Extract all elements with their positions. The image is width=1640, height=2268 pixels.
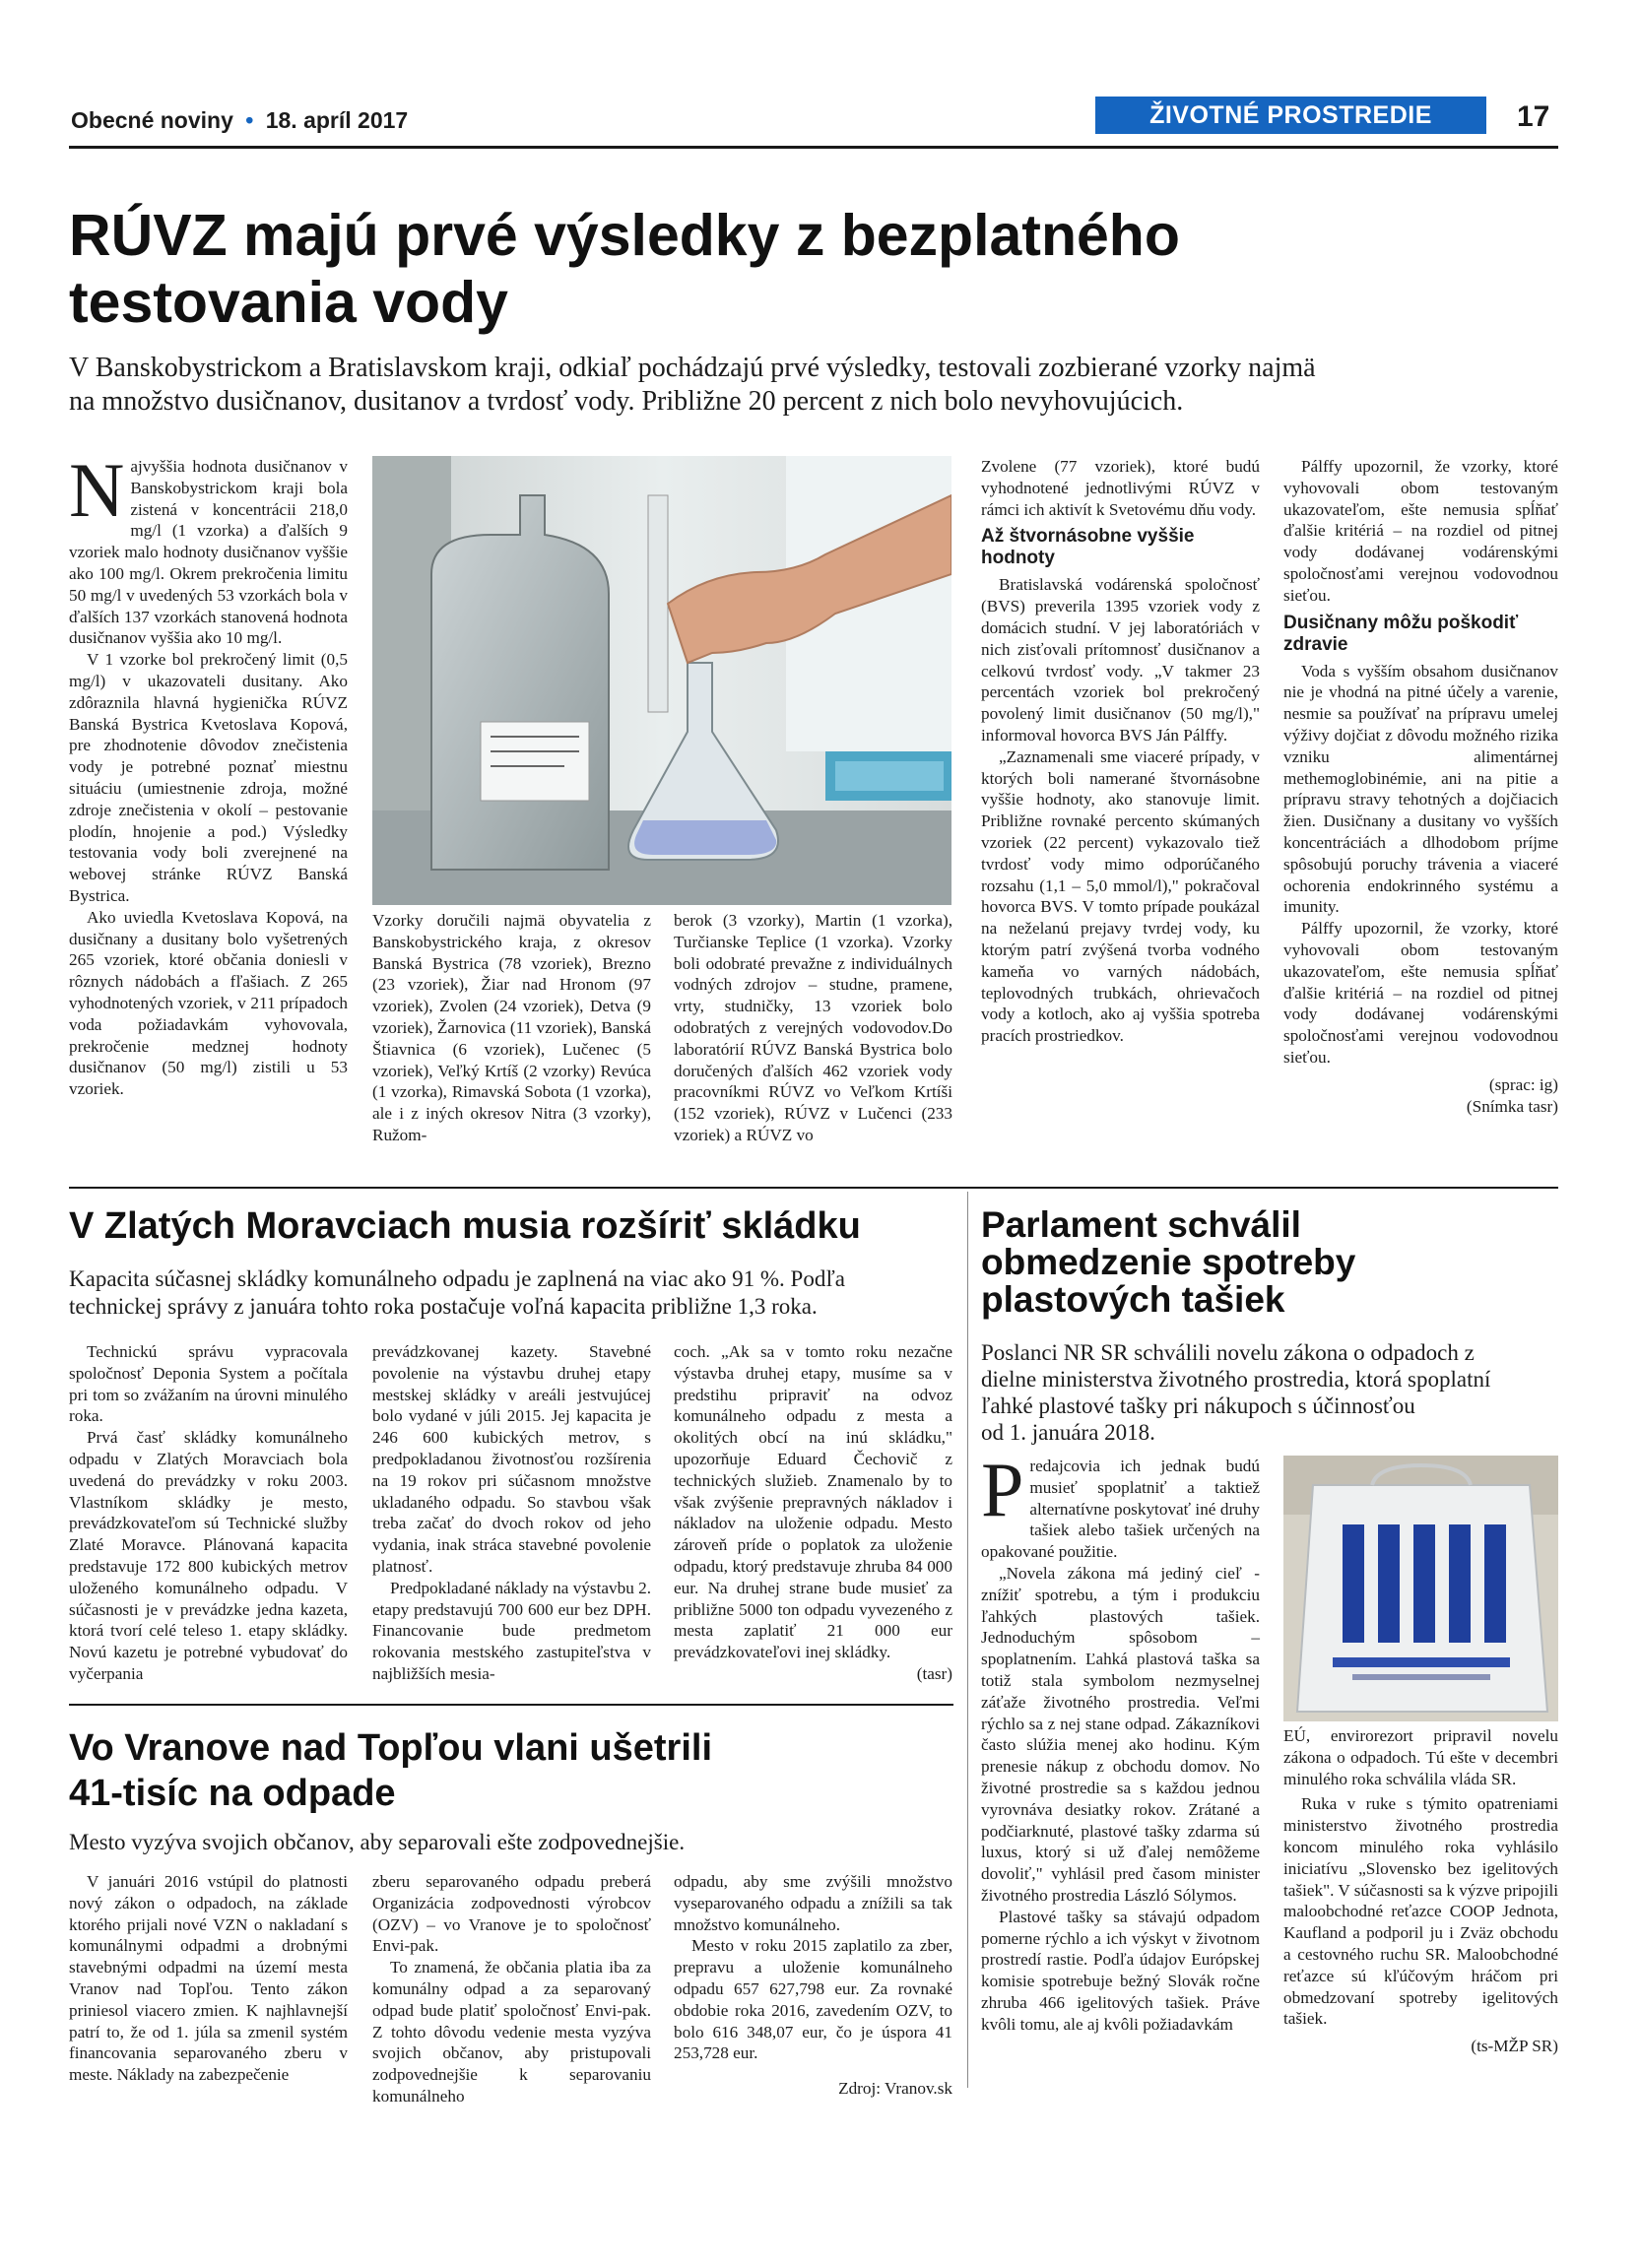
article3-lead: Mesto vyzýva svojich občanov, aby separovali ešte zodpovednejšie. bbox=[69, 1830, 686, 1854]
article4-col1-paragraph-2: „Novela zákona má jediný cieľ - znížiť spotrebu, a tým i produkciu ľahkých plastových tašiek. Jednoduchým spôsobom – spoplatnením. Ľahká plastová taška sa totiž stala symbolom nezmyselnej záťaže životného prostredia. Veľmi rýchlo sa z nej stane odpad. Zákazníkovi často slúžia menej ako hodinu. Kým prenesie nákup z obchodu domov. No životné prostredie sa s každou jednou vyrovnáva desiatky rokov. Zrátané a podčiarknuté, plastové tašky zdarma sú luxus, ktorý si už ďalej nemôžeme dovoliť," vyhlásil pred časom minister životného prostredia László Sólymos. bbox=[981, 1563, 1260, 1905]
article4-col2-paragraph-1: Ruka v ruke s týmito opatreniami ministerstvo životného prostredia koncom minulého roka vyhlásilo iniciatívu „Slovensko bez igelitových tašiek". V súčasnosti sa k výzve pripojili maloobchodné reťazce COOP Jednota, Kaufland a podporil ju i Zväz obchodu a cestovného ruchu SR. Maloobchodné reťazce sú kľúčovým hráčom pri obmedzovaní spotreby igelitových tašiek. bbox=[1283, 1794, 1558, 2029]
publication-name bbox=[71, 106, 408, 134]
article3-column-1 bbox=[69, 1871, 348, 2086]
main-lead-line2: na množstvo dusičnanov, dusitanov a tvrdosť vody. Približne 20 percent z nich bolo nevyhovujúcich. bbox=[69, 386, 1184, 417]
plastic-bag-photo bbox=[1283, 1456, 1558, 1721]
main-col5-paragraph-2: Voda s vyšším obsahom dusičnanov nie je vhodná na pitné účely a varenie, nesmie sa používať na prípravu umelej výživy dojčiat z dôvodu možného rizika vzniku alimentárnej methemoglobinémie, ani na pitie a prípravu stravy tehotných a dojčiacich žien. Dusičnany a dusitany vo vyšších koncentráciách a dlhodobom príjme spôsobujú poruchy trávenia a viaceré ochorenia endokrinného systému a imunity. bbox=[1283, 661, 1558, 917]
article2-column-3 bbox=[674, 1341, 952, 1685]
photo-caption: EÚ, envirorezort pripravil novelu zákona o odpadoch. Tú ešte v decembri minulého roka schválila vláda SR. bbox=[1283, 1726, 1558, 1788]
main-col4-paragraph-2: Bratislavská vodárenská spoločnosť (BVS) preverila 1395 vzoriek vody z domácich studní. V jej laboratóriách v nich zisťovali prítomnosť dusičnanov a celkovú tvrdosť vody. „V takmer 23 percentách vzoriek bol prekročený povolený limit dusičnanov (50 mg/l)," informoval hovorca BVS Ján Pálffy. bbox=[981, 575, 1260, 745]
article4-col1-paragraph-3: Plastové tašky sa stávajú odpadom pomerne rýchlo a ich výskyt v životnom prostredí rastie. Podľa údajov Európskej komisie spotrebuje bežný Slovák ročne zhruba 466 igelitových tašiek. Práve kvôli tomu, ale aj kvôli požiadavkám bbox=[981, 1907, 1260, 2034]
article4-lead-line4: od 1. januára 2018. bbox=[981, 1420, 1155, 1445]
article4-lead-line3: ľahké plastové tašky pri nákupoch s účinnosťou bbox=[981, 1393, 1415, 1418]
main-col1-paragraph-2: V 1 vzorke bol prekročený limit (0,5 mg/l) v ukazovateli dusitany. Ako zdôraznila hlavná hygienička RÚVZ Banská Bystrica Kvetoslava Kopová, pre zhodnotenie dôvodov znečistenia vody je potrebné poznať miestnu situáciu (umiestnenie zdroja, možné zdroje znečistenia v okolí – pestovanie plodín, hnojenie a pod.) Výsledky testovania vody boli zverejnené na webovej stránke RÚVZ Banská Bystrica. bbox=[69, 650, 348, 905]
section-label: ŽIVOTNÉ PROSTREDIE bbox=[1095, 97, 1486, 134]
main-col1-paragraph-3: Ako uviedla Kvetoslava Kopová, na dusičnany a dusitany bolo vyšetrených 265 vzoriek, ktoré občania doniesli v rôznych nádobách a fľašiach. Z 265 vyhodnotených vzoriek, v 211 prípadoch voda požiadavkám vyhovovala, prekročenie medznej hodnoty dusičnanov (50 mg/l) zistili u 53 vzoriek. bbox=[69, 907, 348, 1099]
article2-col2-paragraph-1: prevádzkovanej kazety. Stavebné povolenie na výstavbu druhej etapy mestskej skládky v areáli jestvujúcej bolo vydané v júli 2015. Jej kapacita je 246 600 kubických metrov, s predpokladanou životnosťou rozšírenia na 19 rokov pri súčasnom množstve ukladaného odpadu. So stavbou však treba začať do dvoch rokov od jeho vydania, inak stráca stavebné povolenie platnosť. bbox=[372, 1342, 651, 1576]
article2-col1-paragraph-1: Technickú správu vypracovala spoločnosť Deponia System a počítala pri tom so zvážaním na úrovni minulého roka. bbox=[69, 1342, 348, 1426]
dropcap: P bbox=[981, 1447, 1024, 1532]
main-col2-paragraph-1: Vzorky doručili najmä obyvatelia z Banskobystrického kraja, z okresov Banská Bystrica (78 vzoriek), Brezno (23 vzoriek), Žiar nad Hronom (97 vzoriek), Zvolen (24 vzoriek), Detva (9 vzoriek), Žarnovica (11 vzoriek), Banská Štiavnica (6 vzoriek), Lučenec (5 vzoriek), Veľký Krtíš (2 vzorky) Revúca (1 vzorka), Rimavská Sobota (1 vzorka), ale i z iných okresov Nitra (3 vzorky), Ružom- bbox=[372, 911, 651, 1144]
main-col5-paragraph-1: Pálffy upozornil, že vzorky, ktoré vyhovovali obom testovaným ukazovateľom, ešte nemusia spĺňať ďalšie kritériá – na rozdiel od pitnej vody dodávanej vodárenskými spoločnosťami verejnou vodovodnou sieťou. bbox=[1283, 457, 1558, 605]
article4-lead bbox=[981, 1339, 1558, 1446]
paragraph-text: redajcovia ich jednak budú musieť spoplatniť a taktiež alternatívne poskytovať iné druhy tašiek alebo tašiek určených na opakované použitie. bbox=[981, 1457, 1260, 1562]
article3-headline bbox=[69, 1725, 712, 1816]
article2-column-2 bbox=[372, 1341, 651, 1685]
article2-col3-paragraph-1: coch. „Ak sa v tomto roku nezačne výstavba druhej etapy, musíme sa v predstihu pripraviť na odvoz komunálneho odpadu z mesta a okolitých obcí na inú skládku," upozorňuje Eduard Čechovič z technických služieb. Znamenalo by to však zvýšenie prepravných nákladov i nákladov na uloženie odpadu. Mesto zároveň príde o poplatok za uloženie odpadu, ktorý predstavuje zhruba 84 000 eur. Na druhej strane bude musieť za približne 5000 ton odpadu vyvezeného z mesta zaplatiť 21 000 eur prevádzkovateľovi inej skládky. bbox=[674, 1342, 952, 1662]
article4-headline-line2: obmedzenie spotreby bbox=[981, 1242, 1356, 1282]
article4-lead-line1: Poslanci NR SR schválili novelu zákona o odpadoch z bbox=[981, 1340, 1475, 1365]
main-headline-line2: testovania vody bbox=[69, 270, 508, 335]
main-article-bottom-rule bbox=[69, 1187, 1558, 1189]
article3-col2-paragraph-1: zberu separovaného odpadu preberá Organizácia zodpovednosti výrobcov (OZV) – vo Vranove je to spoločnosť Envi-pak. bbox=[372, 1872, 651, 1956]
main-column-5 bbox=[1283, 456, 1558, 1117]
main-column-4 bbox=[981, 456, 1260, 1047]
main-column-1 bbox=[69, 447, 348, 1100]
main-col1-paragraph-1 bbox=[69, 447, 348, 649]
main-col4-paragraph-3: „Zaznamenali sme viaceré prípady, v ktorých boli namerané štvornásobne vyššie hodnoty, ako stanovuje limit. Približne rovnaké percento skúmaných vzoriek (22 percent) vykazovalo tiež tvrdosť vody mimo odporúčaného rozsahu (1,1 – 5,0 mmol/l)," pokračoval hovorca BVS. V tomto prípade poukázal na neželanú prejavy tvrdej vody, ku ktorým patrí zvýšená tvorba vodného kameňa vo varných nádobách, teplovodných trubkách, ohrievačoch vody a kotloch, ako aj vyššia spotreba pracích prostriedkov. bbox=[981, 746, 1260, 1046]
lab-flask-image bbox=[372, 456, 951, 905]
article4-headline bbox=[981, 1206, 1355, 1319]
article4-credit: (ts-MŽP SR) bbox=[1471, 2037, 1558, 2056]
article3-column-3 bbox=[674, 1871, 952, 2100]
article4-lead-line2: dielne ministerstva životného prostredia, ktorá spoplatní bbox=[981, 1367, 1491, 1392]
article2-lead-line2: technickej správy z januára tohto roka postačuje voľná kapacita približne 1,3 roka. bbox=[69, 1294, 818, 1319]
main-column-3 bbox=[674, 910, 952, 1146]
lab-photo bbox=[372, 456, 951, 905]
main-lead-line1: V Banskobystrickom a Bratislavskom kraji, odkiaľ pochádzajú prvé výsledky, testovali zozbierané vzorky najmä bbox=[69, 353, 1316, 383]
main-col4-paragraph-1: Zvolene (77 vzoriek), ktoré budú vyhodnotené jednotlivými RÚVZ v rámci ich aktivít k Svetovému dňu vody. bbox=[981, 457, 1260, 519]
main-lead bbox=[69, 352, 1558, 419]
article3-col2-paragraph-2: To znamená, že občania platia iba za komunálny odpad a za separovaný odpad bude platiť spoločnosť Envi-pak. Z tohto dôvodu vedenie mesta vyzýva svojich občanov, aby pristupovali zodpovednejšie k separovaniu komunálneho bbox=[372, 1958, 651, 2106]
article2-credit: (tasr) bbox=[916, 1663, 952, 1683]
column-divider bbox=[967, 1192, 968, 2088]
dropcap: N bbox=[69, 447, 125, 533]
article2-col2-paragraph-2: Predpokladané náklady na výstavbu 2. etapy predstavujú 700 600 eur bez DPH. Financovanie bude predmetom rokovania mestského zastupiteľstva v najbližších mesia- bbox=[372, 1578, 651, 1683]
article3-credit: Zdroj: Vranov.sk bbox=[838, 2079, 952, 2099]
article4-col1-paragraph-1 bbox=[981, 1447, 1260, 1563]
plastic-bag-image bbox=[1283, 1456, 1558, 1721]
article2-lead bbox=[69, 1265, 955, 1321]
main-headline-line1: RÚVZ majú prvé výsledky z bezplatného bbox=[69, 203, 1180, 268]
main-column-2 bbox=[372, 910, 651, 1146]
publication-title: Obecné noviny bbox=[71, 107, 233, 133]
article2-lead-line1: Kapacita súčasnej skládky komunálneho odpadu je zaplnená na viac ako 91 %. Podľa bbox=[69, 1266, 845, 1291]
article3-col3-paragraph-1: odpadu, aby sme zvýšili množstvo vyseparovaného odpadu a znížili sa tak množstvo komunálneho. bbox=[674, 1872, 952, 1934]
paragraph-text: ajvyššia hodnota dusičnanov v Banskobystrickom kraji bola zistená v koncentrácii 218,0 mg/l (1 vzorka) a ďalších 9 vzoriek malo hodnoty dusičnanov vyššie ako 100 mg/l. Okrem prekročenia limitu 50 mg/l v uvedených 53 vzorkách bola v ďalších 137 vzorkách stanovená hodnota dusičnanov vyššia ako 10 mg/l. bbox=[69, 457, 348, 648]
photo-credit: (Snímka tasr) bbox=[1466, 1096, 1558, 1116]
issue-date: 18. apríl 2017 bbox=[265, 107, 409, 133]
article3-col3-paragraph-2: Mesto v roku 2015 zaplatilo za zber, prepravu a uloženie komunálneho odpadu 657 627,798 eur. Za rovnaké obdobie roka 2016, zavedením OZV, to bolo 616 348,07 eur, čo je úspora 41 253,728 eur. bbox=[674, 1936, 952, 2063]
subhead-nitrates-health: Dusičnany môžu poškodiť zdravie bbox=[1283, 612, 1519, 655]
article2-bottom-rule bbox=[69, 1704, 953, 1706]
article3-col1-paragraph-1: V januári 2016 vstúpil do platnosti nový zákon o odpadoch, na základe ktorého prijali nové VZN o nakladaní s komunálnymi odpadmi a drobnými stavebnými odpadmi na území mesta Vranov nad Topľou. Tento zákon priniesol viacero zmien. K najhlavnejší patrí to, že od 1. júla sa zmenil systém financovania separovaného zberu v meste. Náklady na zabezpečenie bbox=[69, 1872, 348, 2085]
bullet-separator: • bbox=[245, 107, 254, 133]
main-col5-paragraph-3: Pálffy upozornil, že vzorky, ktoré vyhovovali obom testovaným ukazovateľom, ešte nemusia spĺňať ďalšie kritériá – na rozdiel od pitnej vody dodávanej vodárenskými spoločnosťami verejnou vodovodnou sieťou. bbox=[1283, 919, 1558, 1067]
article2-column-1 bbox=[69, 1341, 348, 1685]
article3-column-2 bbox=[372, 1871, 651, 2107]
main-col3-paragraph-1: berok (3 vzorky), Martin (1 vzorka), Turčianske Teplice (1 vzorka). Vzorky boli odobraté prevažne z individuálnych vodných zdrojov – studne, pramene, vrty, studničky, 13 vzoriek bolo odobratých z verejných vodovodov.Do laboratórií RÚVZ Banská Bystrica bolo doručených ďalších 462 vzoriek vody pracovníkmi RÚVZ vo Veľkom Krtíši (152 vzoriek), RÚVZ v Lučenci (233 vzoriek) a RÚVZ vo bbox=[674, 911, 952, 1144]
article2-headline: V Zlatých Moravciach musia rozšíriť skládku bbox=[69, 1205, 861, 1247]
article4-column-1 bbox=[981, 1447, 1260, 2036]
article2-col1-paragraph-2: Prvá časť skládky komunálneho odpadu v Zlatých Moravciach bola uvedená do prevádzky v roku 2003. Vlastníkom skládky je mesto, prevádzkovateľom sú Technické služby Zlaté Moravce. Plánovaná kapacita predstavuje 172 800 kubických metrov uloženého komunálneho odpadu. V súčasnosti je v prevádzke jedna kazeta, ktorá tvorí celé teleso 1. etapy skládky. Novú kazetu je potrebné vybudovať do vyčerpania bbox=[69, 1428, 348, 1683]
article3-headline-line2: 41-tisíc na odpade bbox=[69, 1773, 396, 1814]
header-rule bbox=[69, 146, 1558, 149]
article4-headline-line3: plastových tašiek bbox=[981, 1279, 1285, 1320]
source-credit: (sprac: ig) bbox=[1488, 1074, 1558, 1094]
main-headline bbox=[69, 202, 1180, 336]
subhead-higher-values: Až štvornásobne vyššie hodnoty bbox=[981, 526, 1195, 569]
article4-column-2 bbox=[1283, 1725, 1558, 2057]
page-number: 17 bbox=[1517, 100, 1550, 133]
article4-headline-line1: Parlament schválil bbox=[981, 1204, 1301, 1245]
article3-headline-line1: Vo Vranove nad Topľou vlani ušetrili bbox=[69, 1727, 713, 1769]
